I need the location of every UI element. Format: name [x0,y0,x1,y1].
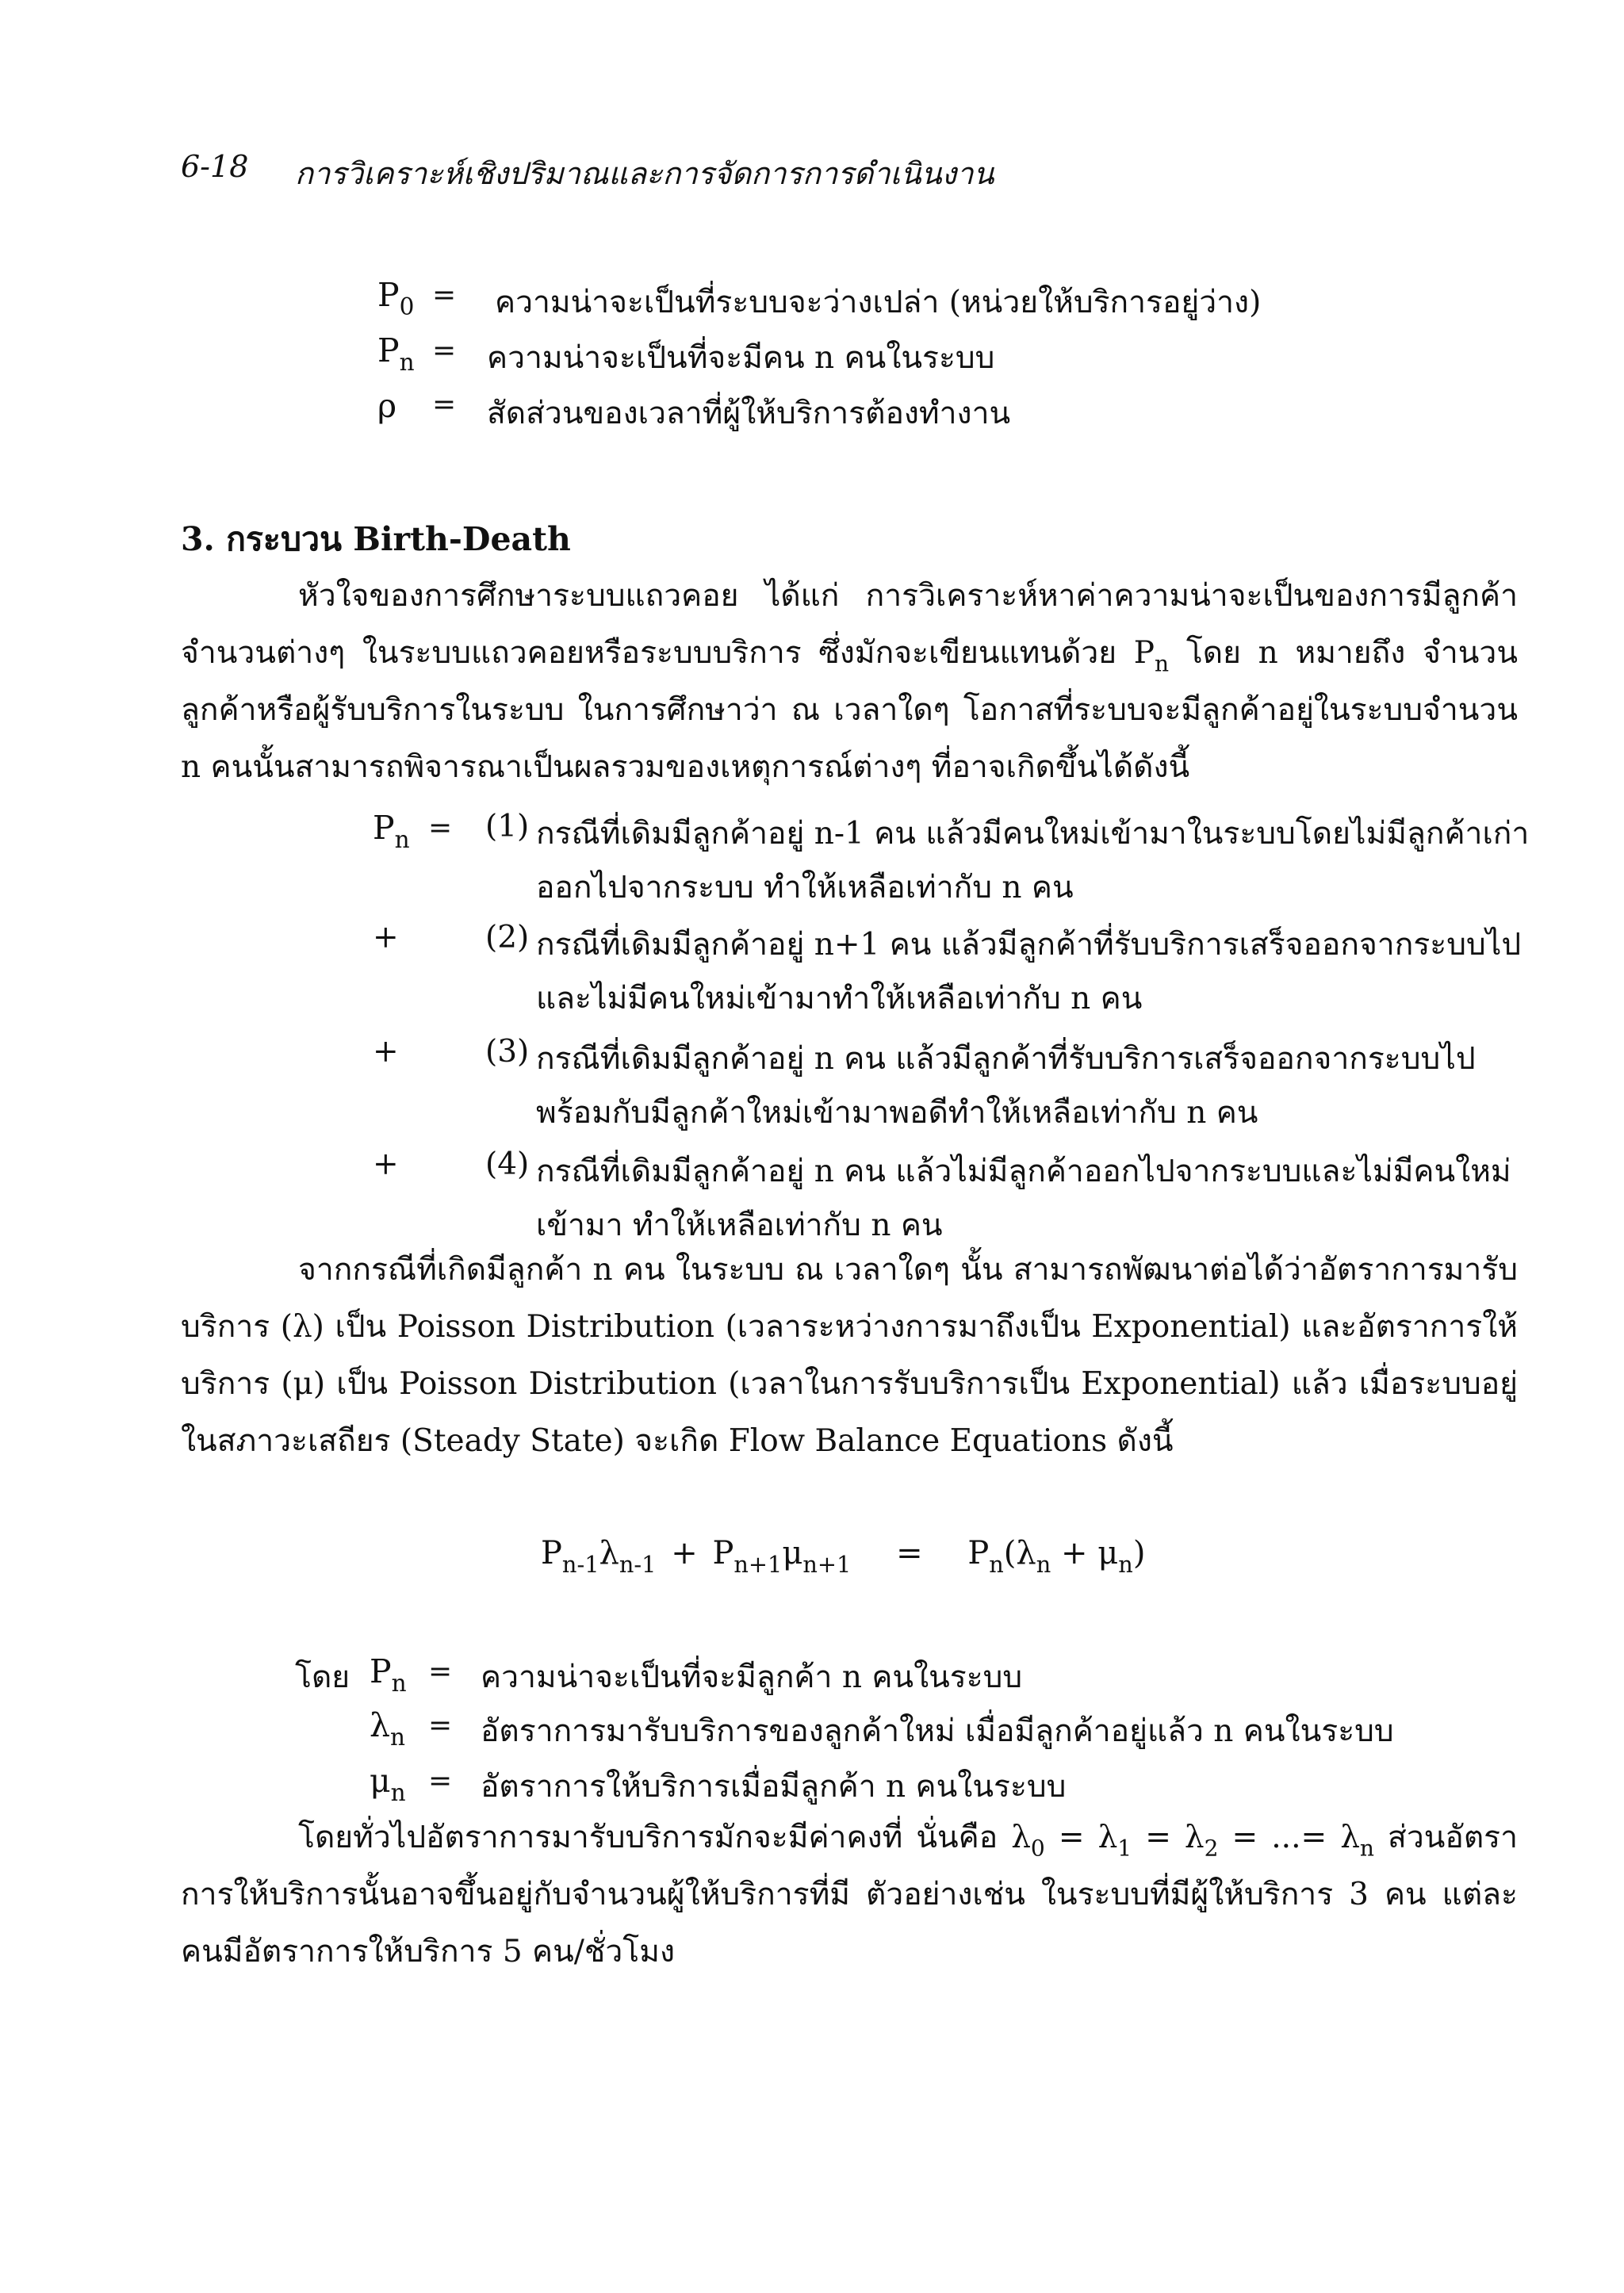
case-text: พร้อมกับมีลูกค้าใหม่เข้ามาพอดีทำให้เหลือเท่ากับ n คน [536,1095,1258,1131]
definition-mu-n: อัตราการให้บริการเมื่อมีลูกค้า n คนในระบบ [481,1769,1067,1805]
running-header-title: การวิเคราะห์เชิงปริมาณและการจัดการการดำเนินงาน [295,156,994,191]
paragraph-intro: หัวใจของการศึกษาระบบแถวคอย ได้แก่ การวิเคราะห์หาค่าความน่าจะเป็นของการมีลูกค้าจำนวนต่างๆ ในระบบแถวคอยหรือระบบบริการ ซึ่งมักจะเขียนแทนด้วย $P_n$ โดย n หมายถึง จำนวนลูกค้าหรือผู้รับบริการในระบบ ในการศึกษาว่า ณ เวลาใดๆ โอกาสที่ระบบจะมีลูกค้าอยู่ในระบบจำนวน n คนนั้นสามารถพิจารณาเป็นผลรวมของเหตุการณ์ต่างๆ ที่อาจเกิดขึ้นได้ดังนี้ [181,578,1518,785]
symbol-pn: $P_n$ [377,331,415,377]
case-text: กรณีที่เดิมมีลูกค้าอยู่ n+1 คน แล้วมีลูกค้าที่รับบริการเสร็จออกจากระบบไป [536,927,1522,963]
cases-lhs-pn: $P_n$ [373,809,410,854]
case-text: ออกไปจากระบบ ทำให้เหลือเท่ากับ n คน [536,870,1074,905]
symbol-pn: $P_n$ [370,1652,407,1698]
page-number: 6-18 [181,149,249,184]
lead-word: โดย [295,1659,350,1695]
case-text: และไม่มีคนใหม่เข้ามาทำให้เหลือเท่ากับ n คน [536,981,1143,1016]
case-text: เข้ามา ทำให้เหลือเท่ากับ n คน [536,1208,943,1243]
equals-sign: = [428,812,453,844]
equals-sign: = [428,1656,453,1688]
equals-sign: = [428,1765,453,1797]
definition-pn: ความน่าจะเป็นที่จะมีคน n คนในระบบ [487,340,995,376]
symbol-p0: $P_0$ [377,276,415,321]
paragraph-service-rate: โดยทั่วไปอัตราการมารับบริการมักจะมีค่าคงที่ นั่นคือ $\lambda_0 = \lambda_1 = \lambda_2$ = ...= $\lambda_n$ ส่วนอัตราการให้บริการนั้นอาจขึ้นอยู่กับจำนวนผู้ให้บริการที่มี ตัวอย่างเช่น ในระบบที่มีผู้ให้บริการ 3 คน แต่ละคนมีอัตราการให้บริการ 5 คน/ชั่วโมง [181,1820,1518,1970]
flow-balance-equation: $P_{n-1}\lambda_{n-1} + P_{n+1}\mu_{n+1} = P_n(\lambda_n + \mu_n)$ [541,1535,1146,1578]
case-text: กรณีที่เดิมมีลูกค้าอยู่ n-1 คน แล้วมีคนใหม่เข้ามาในระบบโดยไม่มีลูกค้าเก่า [536,816,1530,852]
case-number: (2) [485,920,530,955]
case-number: (4) [485,1146,530,1182]
definition-pn: ความน่าจะเป็นที่จะมีลูกค้า n คนในระบบ [481,1659,1023,1695]
equals-sign: = [432,335,457,367]
plus-sign: + [373,1146,399,1182]
symbol-lambda-n: $\lambda_n$ [370,1706,406,1751]
equals-sign: = [432,279,457,312]
plus-sign: + [373,1034,399,1070]
definition-lambda-n: อัตราการมารับบริการของลูกค้าใหม่ เมื่อมีลูกค้าอยู่แล้ว n คนในระบบ [481,1713,1394,1749]
case-number: (1) [485,809,530,844]
case-text: กรณีที่เดิมมีลูกค้าอยู่ n คน แล้วไม่มีลูกค้าออกไปจากระบบและไม่มีคนใหม่ [536,1154,1511,1189]
symbol-mu-n: $\mu_n$ [370,1762,406,1807]
definition-rho: สัดส่วนของเวลาที่ผู้ให้บริการต้องทำงาน [487,396,1011,431]
definition-p0: ความน่าจะเป็นที่ระบบจะว่างเปล่า (หน่วยให้บริการอยู่ว่าง) [495,285,1262,320]
section-heading: 3. กระบวน Birth-Death [181,520,571,558]
case-number: (3) [485,1034,530,1070]
plus-sign: + [373,920,399,955]
equals-sign: = [432,389,457,421]
equals-sign: = [428,1709,453,1742]
paragraph-flow-balance: จากกรณีที่เกิดมีลูกค้า n คน ในระบบ ณ เวลาใดๆ นั้น สามารถพัฒนาต่อได้ว่าอัตราการมารับบริการ (λ) เป็น Poisson Distribution (เวลาระหว่างการมาถึงเป็น Exponential) และอัตราการให้บริการ (μ) เป็น Poisson Distribution (เวลาในการรับบริการเป็น Exponential) แล้ว เมื่อระบบอยู่ในสภาวะเสถียร (Steady State) จะเกิด Flow Balance Equations ดังนี้ [181,1252,1518,1459]
case-text: กรณีที่เดิมมีลูกค้าอยู่ n คน แล้วมีลูกค้าที่รับบริการเสร็จออกจากระบบไป [536,1041,1476,1077]
symbol-rho: ρ [377,387,397,425]
